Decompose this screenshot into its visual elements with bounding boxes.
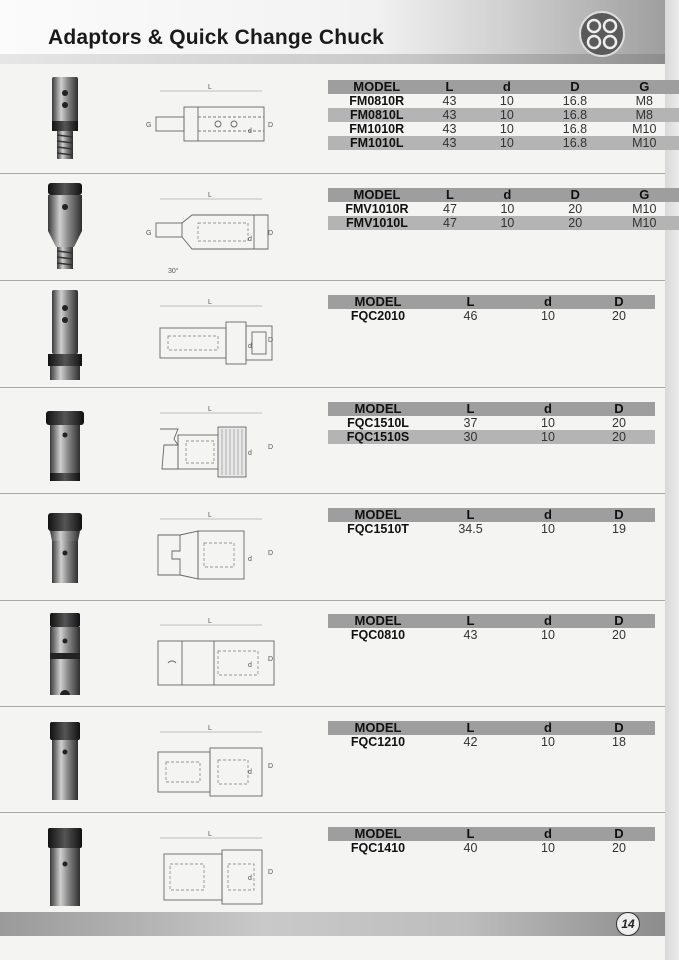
spec-cell: 30 xyxy=(428,430,513,444)
spec-header-cell: d xyxy=(513,508,583,522)
spec-cell: 34.5 xyxy=(458,522,483,536)
drawing-label: d xyxy=(248,450,252,457)
drawing-label: d xyxy=(248,343,252,350)
spec-header-cell: MODEL xyxy=(328,295,428,309)
spec-table xyxy=(328,508,655,536)
spec-cell: 10 xyxy=(541,309,555,323)
spec-cell: M10 xyxy=(610,216,679,230)
section-divider xyxy=(0,493,665,494)
spec-cell: 10 xyxy=(541,628,555,642)
spec-row xyxy=(328,628,655,642)
brand-logo xyxy=(578,10,626,58)
model-cell: FM1010L xyxy=(328,136,425,150)
model-cell: FQC1510T xyxy=(347,522,409,536)
spec-table xyxy=(328,402,655,444)
drawing-label: L xyxy=(208,192,212,199)
spec-header-cell: D xyxy=(583,295,655,309)
drawing-label: G xyxy=(146,230,152,237)
spec-cell: 43 xyxy=(442,94,457,108)
spec-row xyxy=(328,94,679,108)
drawing-label: L xyxy=(208,406,212,413)
product-photo xyxy=(40,603,90,708)
drawing-label: d xyxy=(248,236,252,243)
technical-drawing xyxy=(138,505,298,600)
spec-cell: 10 xyxy=(499,122,514,136)
section-divider xyxy=(0,706,665,707)
model-cell: FQC0810 xyxy=(350,628,406,642)
model-cell: FM1010R xyxy=(349,122,405,136)
spec-cell: 47 xyxy=(443,202,457,216)
spec-cell: M8 xyxy=(610,108,679,122)
drawing-label: L xyxy=(208,512,212,519)
spec-row xyxy=(328,522,655,536)
model-cell: FQC1210 xyxy=(350,735,406,749)
technical-drawing xyxy=(138,185,298,280)
spec-cell: 20 xyxy=(612,628,626,642)
spec-header-cell: L xyxy=(428,402,513,416)
drawing-label: L xyxy=(208,84,212,91)
spec-header-cell: D xyxy=(541,188,610,202)
model-cell: FQC1510S xyxy=(328,430,428,444)
spec-cell: 20 xyxy=(568,202,583,216)
spec-row xyxy=(328,136,679,150)
model-cell: FM0810R xyxy=(349,94,405,108)
drawing-label: d xyxy=(248,662,252,669)
model-cell: FQC2010 xyxy=(350,309,406,323)
product-photo xyxy=(40,497,90,602)
drawing-label: D xyxy=(268,656,274,663)
spec-cell: 10 xyxy=(541,735,555,749)
product-photo xyxy=(40,284,90,389)
drawing-label: 30° xyxy=(168,268,179,275)
technical-drawing xyxy=(138,611,298,706)
spec-header-cell: MODEL xyxy=(328,827,428,841)
spec-header-cell: d xyxy=(513,614,583,628)
spec-cell: 37 xyxy=(463,416,478,430)
spec-cell: 20 xyxy=(612,416,626,430)
spec-cell: 16.8 xyxy=(562,122,588,136)
spec-header-cell: D xyxy=(583,614,655,628)
spec-row xyxy=(328,735,655,749)
spec-header-cell: D xyxy=(583,827,655,841)
spec-cell: 16.8 xyxy=(540,136,609,150)
spec-cell: 20 xyxy=(583,430,655,444)
page-title: Adaptors & Quick Change Chuck xyxy=(48,26,385,49)
spec-header-cell: MODEL xyxy=(328,508,428,522)
product-photo xyxy=(40,391,90,496)
spec-cell: 20 xyxy=(612,841,626,855)
spec-header-cell: MODEL xyxy=(328,80,425,94)
spec-cell: M10 xyxy=(632,202,657,216)
spec-header-cell: MODEL xyxy=(328,402,428,416)
drawing-label: D xyxy=(268,550,274,557)
spec-cell: 10 xyxy=(500,202,515,216)
spec-header-cell: D xyxy=(583,721,655,735)
spec-row xyxy=(328,202,679,216)
spec-row xyxy=(328,309,655,323)
spec-row xyxy=(328,416,655,430)
spec-cell: 47 xyxy=(426,216,474,230)
spec-header-cell: L xyxy=(425,80,473,94)
spec-table xyxy=(328,614,655,642)
spec-table xyxy=(328,80,679,150)
section-divider xyxy=(0,280,665,281)
spec-cell: 43 xyxy=(463,628,478,642)
spec-cell: 19 xyxy=(612,522,626,536)
spec-header-cell: d xyxy=(513,721,583,735)
drawing-label: d xyxy=(248,128,252,135)
drawing-label: G xyxy=(146,122,152,129)
spec-header-cell: L xyxy=(428,721,513,735)
drawing-label: D xyxy=(268,122,274,129)
drawing-label: L xyxy=(208,618,212,625)
drawing-label: d xyxy=(248,556,252,563)
spec-row xyxy=(328,122,679,136)
technical-drawing xyxy=(138,824,298,919)
product-photo xyxy=(40,710,90,815)
spec-row xyxy=(328,841,655,855)
drawing-label: D xyxy=(268,444,274,451)
drawing-label: d xyxy=(248,875,252,882)
spec-row xyxy=(328,430,655,444)
spec-header-cell: D xyxy=(583,508,655,522)
technical-drawing xyxy=(138,718,298,813)
spec-cell: 10 xyxy=(541,841,555,855)
spec-table xyxy=(328,295,655,323)
spec-cell: 20 xyxy=(541,216,610,230)
spec-cell: 10 xyxy=(513,430,583,444)
spec-cell: 18 xyxy=(612,735,626,749)
spec-cell: 16.8 xyxy=(540,108,609,122)
spec-cell: 43 xyxy=(442,122,457,136)
spec-cell: M10 xyxy=(632,122,657,136)
spec-cell: 42 xyxy=(463,735,478,749)
spec-header-cell: MODEL xyxy=(328,188,426,202)
spec-header-cell: d xyxy=(473,80,540,94)
spec-cell: 10 xyxy=(474,216,541,230)
drawing-label: D xyxy=(268,869,274,876)
section-divider xyxy=(0,600,665,601)
spec-cell: 10 xyxy=(541,522,555,536)
spec-row xyxy=(328,108,679,122)
product-photo xyxy=(40,177,90,282)
spec-header-cell: L xyxy=(428,827,513,841)
drawing-label: D xyxy=(268,763,274,770)
spec-header-cell: L xyxy=(428,295,513,309)
spec-header-cell: d xyxy=(513,827,583,841)
model-cell: FQC1510L xyxy=(347,416,409,430)
technical-drawing xyxy=(138,399,298,494)
drawing-label: L xyxy=(208,725,212,732)
model-cell: FM0810L xyxy=(328,108,425,122)
drawing-label: d xyxy=(248,769,252,776)
spec-cell: 10 xyxy=(541,416,555,430)
product-photo xyxy=(40,816,90,921)
model-cell: FMV1010L xyxy=(328,216,426,230)
drawing-label: L xyxy=(208,831,212,838)
spec-header-cell: L xyxy=(428,508,513,522)
spec-table xyxy=(328,188,679,230)
spec-cell: 10 xyxy=(473,136,540,150)
spec-row xyxy=(328,216,679,230)
product-photo xyxy=(40,69,90,174)
page-number: 14 xyxy=(616,912,640,936)
section-divider xyxy=(0,812,665,813)
spec-cell: 16.8 xyxy=(562,94,588,108)
spec-cell: 46 xyxy=(463,309,478,323)
technical-drawing xyxy=(138,292,298,387)
spec-cell: M8 xyxy=(635,94,653,108)
spec-header-cell: D xyxy=(540,80,609,94)
spec-table xyxy=(328,721,655,749)
spec-cell: 10 xyxy=(499,94,514,108)
spec-header-cell: d xyxy=(474,188,541,202)
spec-header-cell: d xyxy=(513,402,583,416)
drawing-label: D xyxy=(268,230,274,237)
spec-header-cell: MODEL xyxy=(328,721,428,735)
spec-cell: 40 xyxy=(463,841,478,855)
spec-header-cell: d xyxy=(513,295,583,309)
spec-header-cell: G xyxy=(610,188,679,202)
spec-cell: 10 xyxy=(473,108,540,122)
spec-cell: 43 xyxy=(425,108,473,122)
model-cell: FMV1010R xyxy=(345,202,409,216)
spec-cell: 43 xyxy=(425,136,473,150)
spec-header-cell: L xyxy=(428,614,513,628)
technical-drawing xyxy=(138,77,298,172)
section-divider xyxy=(0,387,665,388)
spec-cell: M10 xyxy=(610,136,679,150)
spec-table xyxy=(328,827,655,855)
spec-header-cell: G xyxy=(610,80,679,94)
spec-header-cell: MODEL xyxy=(328,614,428,628)
spec-header-cell: D xyxy=(583,402,655,416)
drawing-label: D xyxy=(268,337,274,344)
spec-cell: 20 xyxy=(612,309,626,323)
drawing-label: L xyxy=(208,299,212,306)
page-footer xyxy=(0,912,665,936)
section-divider xyxy=(0,173,665,174)
model-cell: FQC1410 xyxy=(350,841,406,855)
spec-header-cell: L xyxy=(426,188,474,202)
